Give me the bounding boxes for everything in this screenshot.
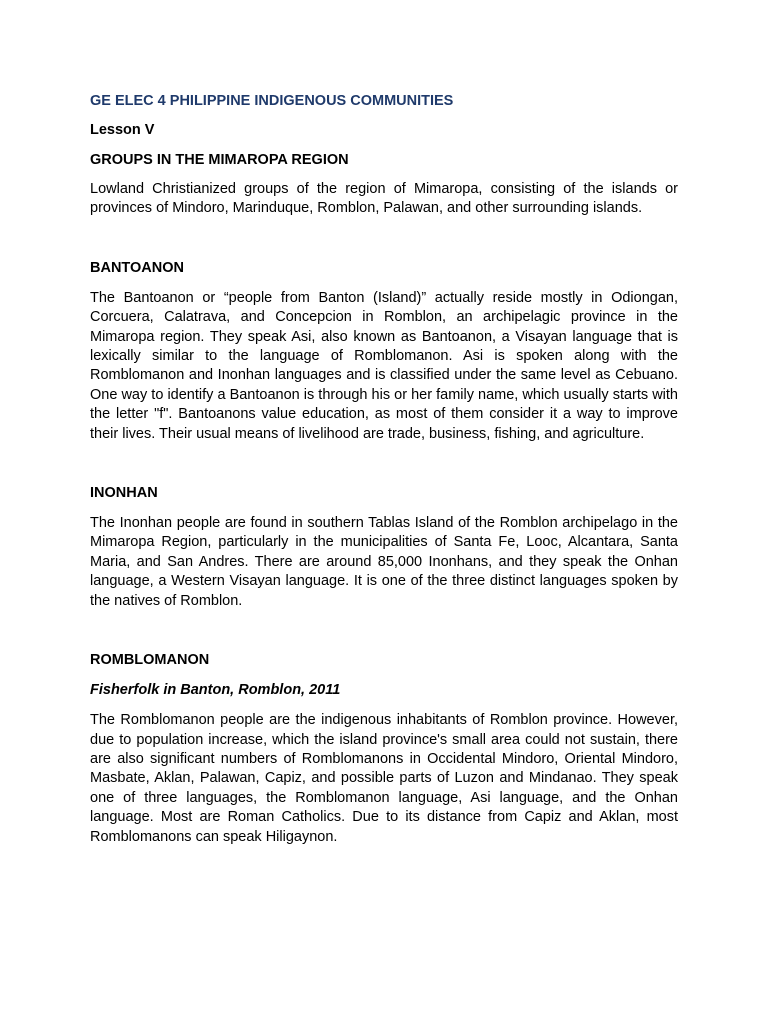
photo-caption: Fisherfolk in Banton, Romblon, 2011 <box>90 682 341 699</box>
section-body-romblomanon: The Romblomanon people are the indigenous inhabitants of Romblon province. However, due to population increase, which the island province's small area could not sustain, there are also significant numbers of Romblomanons in Occidental Mindoro, Oriental Mindoro, Masbate, Aklan, Palawan, Capiz, and possible parts of Luzon and Mindanao. They speak one of three languages, the Romblomanon language, Asi language, and the Onhan language. Most are Roman Catholics. Due to its distance from Capiz and Aklan, most Romblomanons can speak Hiligaynon. <box>90 712 678 845</box>
course-title: GE ELEC 4 PHILIPPINE INDIGENOUS COMMUNITIES <box>90 93 454 109</box>
lesson-label: Lesson V <box>90 122 155 138</box>
section-body-bantoanon: The Bantoanon or “people from Banton (Island)” actually reside mostly in Odiongan, Corcuera, Calatrava, and Concepcion in Romblon, an archipelagic province in the Mimaropa region. They speak Asi, also known as Bantoanon, a Visayan language that is lexically similar to the language of Romblomanon. Asi is spoken along with the Romblomanon and Inonhan languages and is classified under the same level as Cebuano. One way to identify a Bantoanon is through his or her family name, which usually starts with the letter "f". Bantoanons value education, as most of them consider it a way to improve their lives. Their usual means of livelihood are trade, business, fishing, and agriculture. <box>90 289 678 442</box>
section-heading-romblomanon: ROMBLOMANON <box>90 652 210 669</box>
section-body-inonhan: The Inonhan people are found in southern Tablas Island of the Romblon archipelago in the Mimaropa Region, particularly in the municipalities of Santa Fe, Looc, Alcantara, Santa Maria, and San Andres. There are around 85,000 Inonhans, and they speak the Onhan language, a Western Visayan language. It is one of the three distinct languages spoken by the natives of Romblon. <box>90 515 678 609</box>
intro-paragraph: Lowland Christianized groups of the region of Mimaropa, consisting of the islands or provinces of Mindoro, Marinduque, Romblon, Palawan, and other surrounding islands. <box>90 181 678 217</box>
section-heading-bantoanon: BANTOANON <box>90 259 184 276</box>
region-heading: GROUPS IN THE MIMAROPA REGION <box>90 152 349 168</box>
section-heading-inonhan: INONHAN <box>90 485 158 502</box>
document-page <box>90 92 678 847</box>
